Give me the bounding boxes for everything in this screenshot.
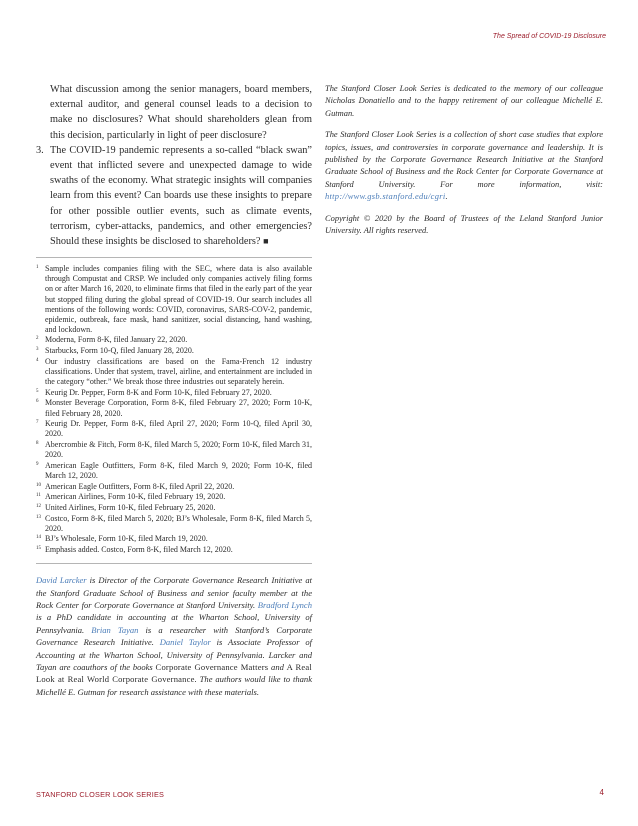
footnote-text: Our industry classifications are based on the Fama-French 12 industry classifications. Under that system, travel, airline, and entertainment are included in the category “other.” We break those three industries out separately herein. [45,356,312,387]
footnote-number: 2 [36,336,39,342]
footnote [36,482,312,492]
footnote-text: BJ’s Wholesale, Form 10-K, filed March 19, 2020. [45,534,208,544]
footnote-divider [36,257,312,258]
dedication-text: The Stanford Closer Look Series is dedicated to the memory of our colleague Nicholas Donatiello and to the happy retirement of our colleague Michellé E. Gutman. [325,83,603,118]
copyright-text: Copyright © 2020 by the Board of Trustees of the Leland Stanford Junior University. All rights reserved. [325,212,603,236]
footnote-text: American Airlines, Form 10-K, filed February 19, 2020. [45,492,226,502]
footnote-text: American Eagle Outfitters, Form 8-K, filed March 9, 2020; Form 10-K, filed March 12, 2020. [45,460,312,480]
question-3 [36,143,312,249]
author-name-tayan[interactable]: Brian Tayan [91,624,139,635]
running-title: The Spread of COVID-19 Disclosure [492,33,606,40]
footnote-number: 15 [36,546,41,552]
page-number: 4 [599,788,604,797]
author-name-larcker[interactable]: David Larcker [36,575,87,586]
footnote-text: Keurig Dr. Pepper, Form 8-K and Form 10-K, filed February 27, 2020. [45,387,272,397]
about-text: The Stanford Closer Look Series is a collection of short case studies that explore topics, issues, and controversies in corporate governance and leadership. It is published by the Corporate Governance Research Initiative at the Stanford Graduate School of Business and the Rock Center for Corporate Governance at Stanford University. For more information, visit: [325,129,603,189]
footnote-number: 9 [36,461,39,467]
footnote-text: Keurig Dr. Pepper, Form 8-K, filed April 27, 2020; Form 10-Q, filed April 30, 2020. [45,419,312,439]
bio-text: is a PhD candidate in accounting at the Wharton School, University of Pennsylvania. [36,612,312,635]
bio-text: is Associate Professor of Accounting at the Wharton School, University of Pennsylvania. Larcker and Tayan are coauthors of the books [36,637,312,673]
footnote-number: 7 [36,420,39,426]
about-text-end: . [445,191,448,202]
footnote [36,514,312,534]
bio-text: and [268,662,287,673]
footnote-text: Monster Beverage Corporation, Form 8-K, filed February 27, 2020; Form 10-K, filed February 28, 2020. [45,398,312,418]
footnote-number: 5 [36,388,39,394]
footnote [36,398,312,418]
footnote-number: 11 [36,493,41,499]
continued-question-text: What discussion among the senior managers, board members, external auditor, and general counsel leads to a decision to make no disclosures? What should shareholders glean from this decision, particularly in light of peer disclosure? [50,84,312,141]
info-link[interactable]: http://www.gsb.stanford.edu/cgri [325,191,446,202]
author-name-taylor[interactable]: Daniel Taylor [159,637,211,648]
footnote-text: Sample includes companies filing with the SEC, where data is also available through Compustat and CRSP. We included only companies actively filing forms on or after March 16, 2020, to eliminate firms that filed in the early part of the year but stopped filing during the global spread of COVID-19. Our search includes all mentions of the following words: COVID, coronavirus, SARS-COV-2, pandemic, epidemic, outbreak, face mask, hand sanitizer, social distancing, hand washing, and lockdown. [45,264,312,334]
left-column [36,82,312,707]
bio-text: is Director of the Corporate Governance Research Initiative at the Stanford Graduate School of Business and senior faculty member at the Rock Center for Corporate Governance at Stanford University. [36,575,312,610]
question-text: The COVID-19 pandemic represents a so-called “black swan” event that inflicted severe and unexpected damage to wide swaths of the economy. What strategic insights will companies learn from this event? Can boards use these insights to prepare for other possible outlier events, such as climate events, terrorism, cyber-attacks, pandemics, and other emergencies? Should these insights be disclosed to shareholders? [50,144,312,248]
footnote [36,492,312,502]
footnote [36,534,312,544]
end-mark-icon: ■ [263,236,269,247]
footnote-number: 12 [36,503,41,509]
footnote [36,419,312,439]
series-footer: STANFORD CLOSER LOOK SERIES [36,790,165,799]
question-number: 3. [36,144,44,156]
footnote [36,335,312,345]
footnote [36,357,312,387]
footnote [36,346,312,356]
book-title: Corporate Governance Matters [155,662,269,673]
footnote [36,503,312,513]
footnote [36,264,312,335]
bio-divider [36,563,312,564]
footnote-text: Costco, Form 8-K, filed March 5, 2020; BJ’s Wholesale, Form 8-K, filed March 5, 2020. [45,513,312,533]
series-about [325,128,603,202]
footnote-number: 1 [36,265,39,271]
footnote-text: Emphasis added. Costco, Form 8-K, filed March 12, 2020. [45,545,233,555]
footnote-text: Starbucks, Form 10-Q, filed January 28, 2020. [45,346,194,356]
footnote-number: 10 [36,482,41,488]
footnote-number: 14 [36,535,41,541]
bio-text: is a researcher with Stanford’s Corporate Governance Research Initiative. [36,624,312,648]
footnote [36,388,312,398]
footnote-number: 8 [36,440,39,446]
footnote-text: Abercrombie & Fitch, Form 8-K, filed March 5, 2020; Form 10-K, filed March 31, 2020. [45,439,312,460]
footnote-number: 4 [36,357,39,363]
footnote-text: American Eagle Outfitters, Form 8-K, filed April 22, 2020. [45,481,235,491]
footnote-number: 3 [36,347,39,353]
right-column [325,82,603,245]
author-name-lynch[interactable]: Bradford Lynch [257,599,312,610]
footnote-text: Moderna, Form 8-K, filed January 22, 2020. [45,335,188,345]
footnote-number: 6 [36,399,39,405]
footnotes [36,264,312,555]
bio-text: . The authors would like to thank Michellé E. Gutman for research assistance with these materials. [36,674,312,697]
footnote [36,461,312,481]
footnote-number: 13 [36,514,41,520]
book-title: A Real Look at Real World Corporate Governance [36,662,312,685]
footnote [36,440,312,460]
footnote [36,545,312,555]
author-bio [36,574,312,698]
footnote-text: United Airlines, Form 10-K, filed February 25, 2020. [45,502,216,512]
